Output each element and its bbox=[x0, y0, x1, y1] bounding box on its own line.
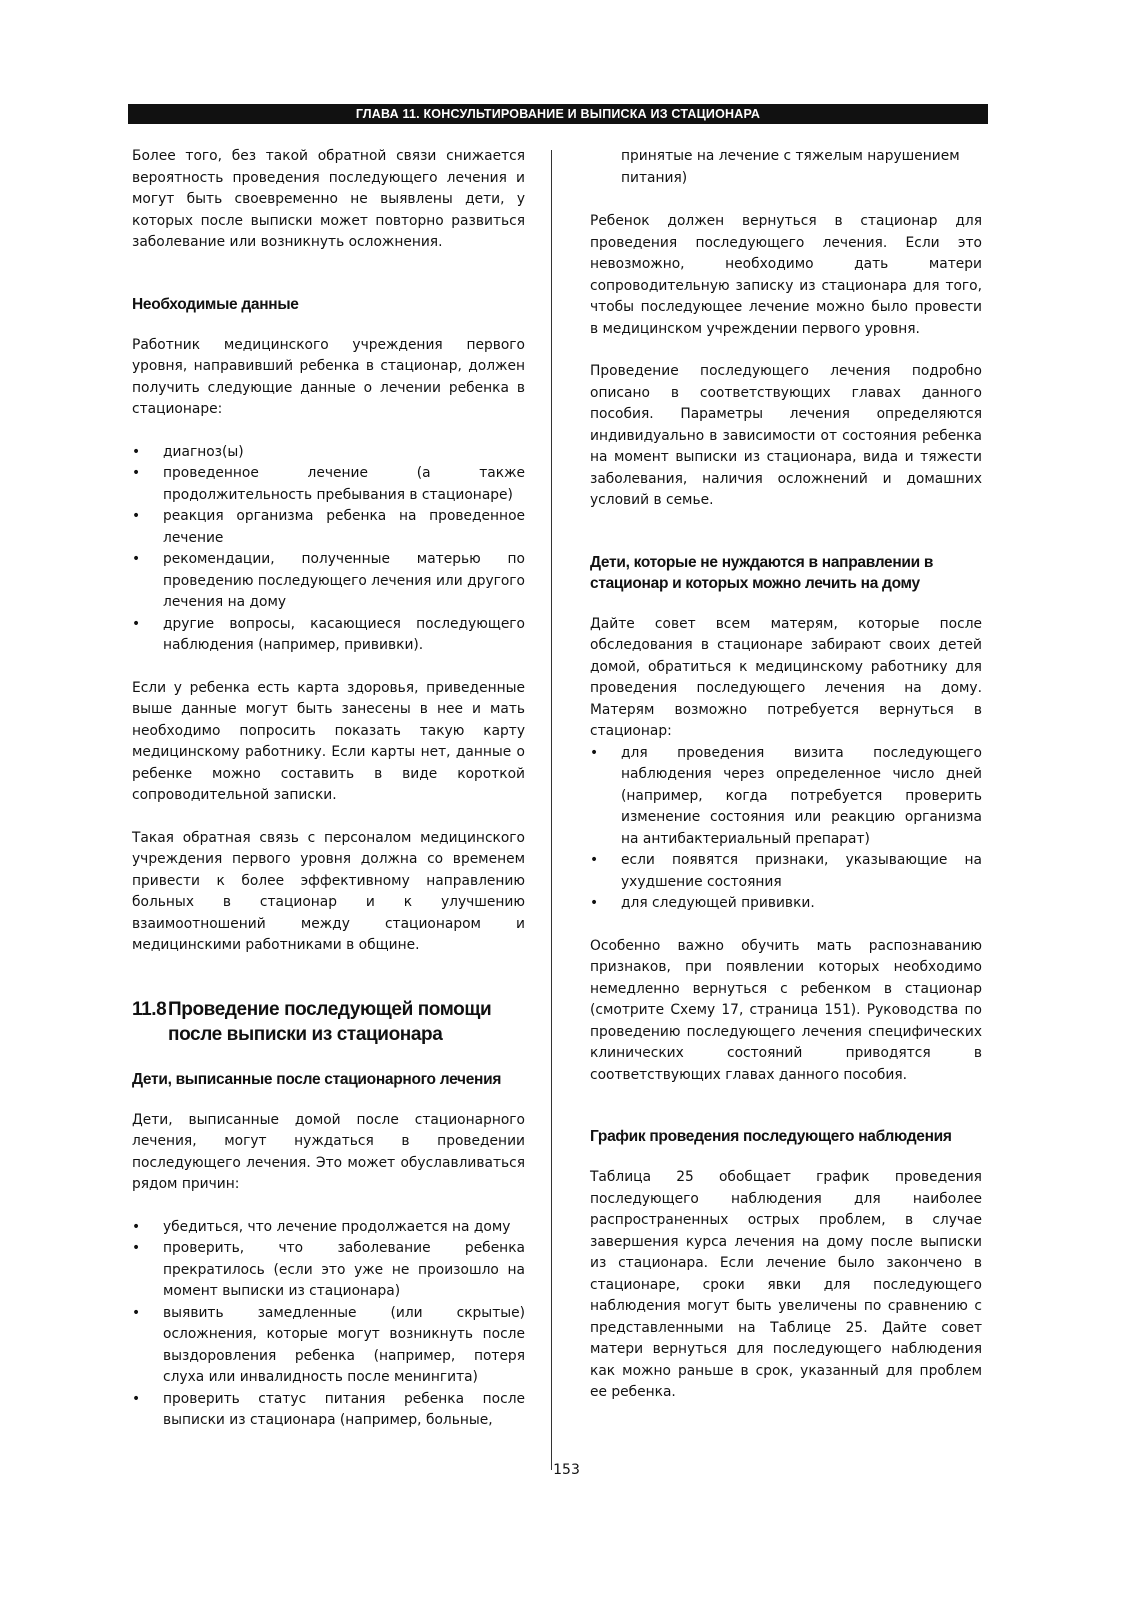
list-item: • убедиться, что лечение продолжается на дому bbox=[132, 1217, 525, 1239]
bullet-icon: • bbox=[132, 551, 141, 567]
list-item: • проведенное лечение (а также продолжительность пребывания в стационаре) bbox=[132, 465, 525, 503]
bullet-icon: • bbox=[132, 1390, 141, 1407]
paragraph: Ребенок должен вернуться в стационар для проведения последующего лечения. Если это невозможно, необходимо дать матери сопроводительную записку из стационара для того, чтобы последующее лечение можно было провести в медицинском учреждении первого уровня. bbox=[590, 213, 982, 337]
section-title-line-2: после выписки из стационара bbox=[168, 1023, 443, 1045]
paragraph: Работник медицинского учреждения первого уровня, направивший ребенка в стационар, должен получить следующие данные о лечении ребенка в стационаре: bbox=[132, 336, 525, 417]
chapter-header: ГЛАВА 11. КОНСУЛЬТИРОВАНИЕ И ВЫПИСКА ИЗ СТАЦИОНАРА bbox=[128, 104, 988, 124]
bullet-list bbox=[132, 1217, 525, 1432]
paragraph: Более того, без такой обратной связи снижается вероятность проведения последующего лечения и могут быть своевременно не выявлены дети, у которых после выписки может повторно развиться заболевание или возникнуть осложнения. bbox=[132, 148, 525, 250]
paragraph: Проведение последующего лечения подробно описано в соответствующих главах данного пособия. Параметры лечения определяются индивидуально в зависимости от состояния ребенка на момент выписки из стационара, вида и тяжести заболевания, наличия осложнений и домашних условий в семье. bbox=[590, 363, 982, 508]
bullet-icon: • bbox=[132, 1304, 141, 1321]
heading-required-data: Необходимые данные bbox=[132, 295, 299, 313]
paragraph: Если у ребенка есть карта здоровья, приведенные выше данные могут быть занесены в нее и мать необходимо попросить показать такую карту медицинскому работнику. Если карты нет, данные о ребенке можно составить в виде короткой сопроводительной записки. bbox=[132, 679, 525, 803]
paragraph: Таблица 25 обобщает график проведения последующего наблюдения для наиболее распространенных острых проблем, в случае завершения курса лечения на дому после выписки из стационара. Если лечение было закончено в стационаре, сроки явки для последующего наблюдения могут быть увеличены по сравнению с представленными на Таблице 25. Дайте совет матери вернуться для последующего наблюдения как можно раньше в срок, указанный для проблем ее ребенка. bbox=[590, 1169, 982, 1400]
paragraph: Дети, выписанные домой после стационарного лечения, могут нуждаться в проведении последующего лечения. Это может обуславливаться рядом причин: bbox=[132, 1111, 525, 1192]
bullet-icon: • bbox=[590, 852, 599, 868]
list-item: • если появятся признаки, указывающие на ухудшение состояния bbox=[590, 852, 982, 890]
bullet-icon: • bbox=[132, 1218, 141, 1235]
bullet-icon: • bbox=[590, 895, 599, 911]
page-number: 153 bbox=[553, 1462, 580, 1478]
list-item: • реакция организма ребенка на проведенное лечение bbox=[132, 508, 525, 546]
list-item: • выявить замедленные (или скрытые) осложнения, которые могут возникнуть после выздоровления ребенка (например, потеря слуха или инвалидность после менингита) bbox=[132, 1304, 525, 1385]
list-continuation: принятые на лечение с тяжелым нарушением питания) bbox=[621, 148, 960, 186]
left-column bbox=[132, 146, 525, 1453]
list-item: • проверить, что заболевание ребенка прекратилось (если это уже не произошло на момент выписки из стационара) bbox=[132, 1240, 525, 1299]
paragraph: Такая обратная связь с персоналом медицинского учреждения первого уровня должна со временем привести к более эффективному направлению больных в стационар и к улучшению взаимоотношений между стационаром и медицинскими работниками в общине. bbox=[132, 829, 525, 953]
list-item: • для проведения визита последующего наблюдения через определенное число дней (например, когда потребуется проверить изменение состояния или реакцию организма на антибактериальный препарат) bbox=[590, 744, 982, 847]
list-item: • для следующей прививки. bbox=[590, 893, 982, 915]
right-column bbox=[590, 146, 982, 1425]
list-item: • диагноз(ы) bbox=[132, 442, 525, 464]
bullet-icon: • bbox=[132, 508, 141, 524]
bullet-icon: • bbox=[132, 615, 141, 632]
heading-discharged-children: Дети, выписанные после стационарного лечения bbox=[132, 1070, 502, 1088]
column-divider bbox=[551, 150, 552, 1470]
section-heading bbox=[132, 997, 525, 1047]
heading-home-treatment: Дети, которые не нуждаются в направлении в стационар и которых можно лечить на дому bbox=[590, 553, 934, 592]
section-number: 11.8 bbox=[132, 998, 167, 1020]
bullet-list bbox=[132, 442, 525, 657]
paragraph: Дайте совет всем матерям, которые после обследования в стационаре забирают своих детей домой, обратиться к медицинскому работнику для проведения последующего лечения на дому. Матерям возможно потребуется вернуться в стационар: bbox=[590, 615, 982, 739]
bullet-list bbox=[590, 743, 982, 915]
heading-follow-up-schedule: График проведения последующего наблюдения bbox=[590, 1128, 952, 1145]
list-item: • проверить статус питания ребенка после выписки из стационара (например, больные, bbox=[132, 1390, 525, 1428]
bullet-icon: • bbox=[132, 443, 141, 460]
list-item: • другие вопросы, касающиеся последующего наблюдения (например, прививки). bbox=[132, 615, 525, 653]
bullet-icon: • bbox=[590, 744, 599, 761]
bullet-icon: • bbox=[132, 1240, 141, 1256]
section-title-line-1: Проведение последующей помощи bbox=[168, 998, 492, 1020]
list-item: • рекомендации, полученные матерью по проведению последующего лечения или другого лечения на дому bbox=[132, 551, 525, 610]
paragraph: Особенно важно обучить мать распознаванию признаков, при появлении которых необходимо немедленно вернуться с ребенком в стационар (смотрите Схему 17, страница 151). Руководства по проведению последующего лечения специфических клинических состояний приводятся в соответствующих главах данного пособия. bbox=[590, 937, 982, 1083]
bullet-icon: • bbox=[132, 465, 141, 481]
